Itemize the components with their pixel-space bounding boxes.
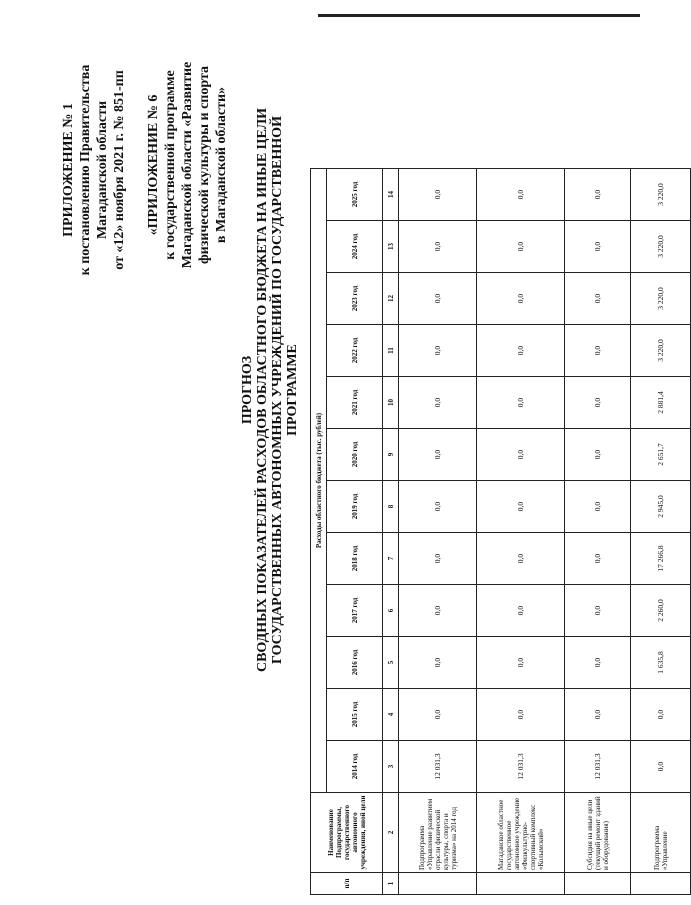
year-header: 2023 год <box>327 273 383 325</box>
value-cell: 0,0 <box>477 481 565 533</box>
year-header: 2018 год <box>327 533 383 585</box>
row-num <box>399 873 477 895</box>
column-number: 3 <box>383 741 399 793</box>
value-cell: 0,0 <box>399 689 477 741</box>
value-cell: 0,0 <box>399 273 477 325</box>
year-header: 2025 год <box>327 169 383 221</box>
year-header: 2019 год <box>327 481 383 533</box>
value-cell: 0,0 <box>477 533 565 585</box>
column-number: 4 <box>383 689 399 741</box>
header-group: Расходы областного бюджета (тыс. рублей) <box>311 169 327 793</box>
document-title <box>240 45 300 735</box>
value-cell: 0,0 <box>565 637 631 689</box>
appendix-block <box>60 45 128 295</box>
value-cell: 0,0 <box>477 221 565 273</box>
value-cell: 0,0 <box>477 689 565 741</box>
column-number: 2 <box>383 793 399 873</box>
value-cell: 0,0 <box>477 429 565 481</box>
value-cell: 0,0 <box>399 325 477 377</box>
value-cell: 0,0 <box>565 481 631 533</box>
value-cell: 12 031,3 <box>565 741 631 793</box>
value-cell: 0,0 <box>565 533 631 585</box>
year-header: 2020 год <box>327 429 383 481</box>
value-cell: 0,0 <box>399 585 477 637</box>
row-num <box>477 873 565 895</box>
value-cell: 2 651,7 <box>631 429 691 481</box>
budget-table <box>310 168 691 895</box>
year-header: 2016 год <box>327 637 383 689</box>
title-line: ПРОГРАММЕ <box>285 344 300 436</box>
value-cell: 2 945,0 <box>631 481 691 533</box>
value-cell: 0,0 <box>477 377 565 429</box>
year-header: 2022 год <box>327 325 383 377</box>
value-cell: 0,0 <box>477 325 565 377</box>
value-cell: 0,0 <box>399 429 477 481</box>
column-number: 5 <box>383 637 399 689</box>
row-name: Подпрограмма «Управление <box>631 793 691 873</box>
row-name: Подпрограмма «Управление развитием отрасли физической культуры, спорта и туризма» на 2014 год <box>399 793 477 873</box>
year-header: 2014 год <box>327 741 383 793</box>
value-cell: 0,0 <box>399 377 477 429</box>
value-cell: 0,0 <box>477 585 565 637</box>
year-header: 2024 год <box>327 221 383 273</box>
column-number: 1 <box>383 873 399 895</box>
value-cell: 3 220,0 <box>631 169 691 221</box>
value-cell: 0,0 <box>565 169 631 221</box>
value-cell: 2 881,4 <box>631 377 691 429</box>
appendix2-line: в Магаданской области» <box>214 86 229 244</box>
appendix-line: от «12» ноября 2021 г. № 851-пп <box>112 70 127 270</box>
value-cell: 0,0 <box>565 429 631 481</box>
year-header: 2017 год <box>327 585 383 637</box>
value-cell: 3 220,0 <box>631 325 691 377</box>
value-cell: 0,0 <box>565 273 631 325</box>
value-cell: 17 266,8 <box>631 533 691 585</box>
table-row <box>631 169 691 895</box>
title-line: ГОСУДАРСТВЕННЫХ АВТОНОМНЫХ УЧРЕЖДЕНИЙ ПО ГОСУДАРСТВЕННОЙ <box>270 116 285 664</box>
year-header: 2015 год <box>327 689 383 741</box>
appendix2-title: «ПРИЛОЖЕНИЕ № 6 <box>146 94 161 236</box>
value-cell: 0,0 <box>399 637 477 689</box>
value-cell: 3 220,0 <box>631 221 691 273</box>
appendix2-line: к государственной программе <box>163 70 178 260</box>
value-cell: 0,0 <box>565 377 631 429</box>
table-row <box>477 169 565 895</box>
value-cell: 0,0 <box>565 585 631 637</box>
title-line: СВОДНЫХ ПОКАЗАТЕЛЕЙ РАСХОДОВ ОБЛАСТНОГО БЮДЖЕТА НА ИНЫЕ ЦЕЛИ <box>255 107 270 673</box>
value-cell: 0,0 <box>477 637 565 689</box>
row-name: Субсидия на иные цели (текущий ремонт зданий и оборудования) <box>565 793 631 873</box>
value-cell: 0,0 <box>399 481 477 533</box>
value-cell: 0,0 <box>565 325 631 377</box>
value-cell: 12 031,3 <box>399 741 477 793</box>
value-cell: 3 220,0 <box>631 273 691 325</box>
year-header: 2021 год <box>327 377 383 429</box>
appendix2-line: физической культуры и спорта <box>197 65 212 265</box>
value-cell: 0,0 <box>399 533 477 585</box>
column-number: 11 <box>383 325 399 377</box>
value-cell: 0,0 <box>631 741 691 793</box>
value-cell: 0,0 <box>631 689 691 741</box>
row-name: Магаданское областное государственное автономное учреждение «Физкультурно-спортивный комплекс «Колымский» <box>477 793 565 873</box>
column-number: 8 <box>383 481 399 533</box>
value-cell: 0,0 <box>399 169 477 221</box>
title-line: ПРОГНОЗ <box>240 355 255 425</box>
appendix2-block <box>145 40 230 290</box>
column-number: 10 <box>383 377 399 429</box>
row-num <box>565 873 631 895</box>
appendix2-line: Магаданской области «Развитие <box>180 61 195 269</box>
value-cell: 2 260,0 <box>631 585 691 637</box>
value-cell: 0,0 <box>399 221 477 273</box>
appendix-title: ПРИЛОЖЕНИЕ № 1 <box>61 103 76 237</box>
row-num <box>631 873 691 895</box>
column-number: 13 <box>383 221 399 273</box>
value-cell: 0,0 <box>565 221 631 273</box>
column-number: 14 <box>383 169 399 221</box>
value-cell: 0,0 <box>477 273 565 325</box>
value-cell: 12 031,3 <box>477 741 565 793</box>
value-cell: 0,0 <box>477 169 565 221</box>
header-num: п/п <box>311 873 383 895</box>
column-number: 7 <box>383 533 399 585</box>
value-cell: 0,0 <box>565 689 631 741</box>
table-row <box>565 169 631 895</box>
value-cell: 1 635,8 <box>631 637 691 689</box>
appendix-line: к постановлению Правительства <box>78 64 93 276</box>
column-number: 6 <box>383 585 399 637</box>
header-name: Наименование Подпрограммы, государственного автономного учреждения, иной цели <box>311 793 383 873</box>
appendix-line: Магаданской области <box>95 100 110 240</box>
column-number: 9 <box>383 429 399 481</box>
column-number: 12 <box>383 273 399 325</box>
table-row <box>399 169 477 895</box>
